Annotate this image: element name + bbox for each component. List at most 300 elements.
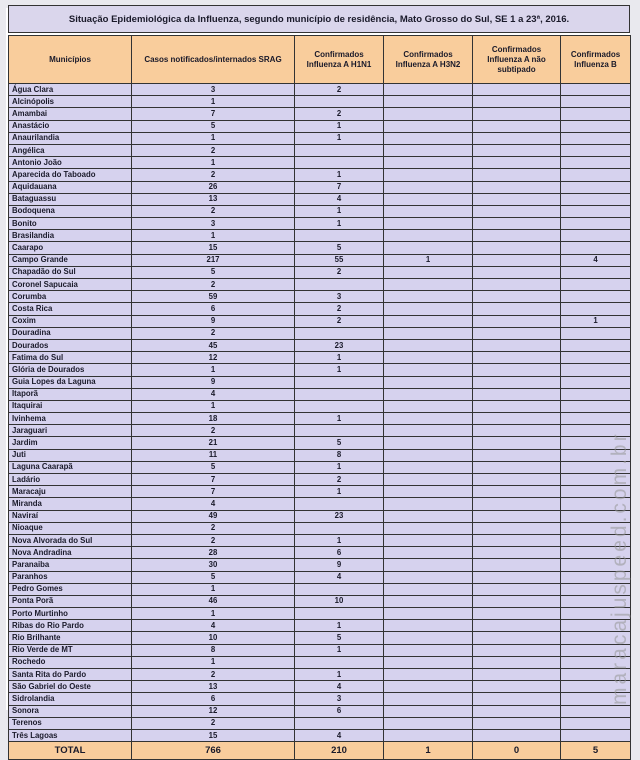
h1n1-cell <box>295 425 384 437</box>
nao-subtipado-cell <box>473 96 561 108</box>
table-row <box>9 425 631 437</box>
influenza-b-cell <box>561 230 631 242</box>
casos-cell: 15 <box>132 242 295 254</box>
casos-cell: 217 <box>132 254 295 266</box>
h3n2-cell <box>384 364 473 376</box>
casos-cell: 5 <box>132 266 295 278</box>
municipio-cell: Sidrolandia <box>9 693 132 705</box>
casos-cell: 21 <box>132 437 295 449</box>
table-row <box>9 449 631 461</box>
influenza-b-cell <box>561 279 631 291</box>
nao-subtipado-cell <box>473 327 561 339</box>
h3n2-cell <box>384 437 473 449</box>
nao-subtipado-cell <box>473 388 561 400</box>
casos-cell: 2 <box>132 144 295 156</box>
casos-cell: 10 <box>132 632 295 644</box>
h3n2-cell <box>384 388 473 400</box>
municipio-cell: Chapadão do Sul <box>9 266 132 278</box>
h3n2-cell <box>384 266 473 278</box>
table-row <box>9 96 631 108</box>
h3n2-cell <box>384 559 473 571</box>
table-row <box>9 327 631 339</box>
h1n1-cell: 4 <box>295 681 384 693</box>
municipio-cell: Nioaque <box>9 522 132 534</box>
casos-cell: 2 <box>132 669 295 681</box>
municipio-cell: Ladário <box>9 474 132 486</box>
nao-subtipado-cell <box>473 656 561 668</box>
nao-subtipado-cell <box>473 717 561 729</box>
nao-subtipado-cell <box>473 693 561 705</box>
table-row <box>9 108 631 120</box>
h1n1-cell <box>295 376 384 388</box>
influenza-b-cell <box>561 205 631 217</box>
nao-subtipado-cell <box>473 632 561 644</box>
h1n1-cell: 2 <box>295 266 384 278</box>
table-row <box>9 157 631 169</box>
h1n1-cell: 5 <box>295 632 384 644</box>
municipio-cell: Anaurilandia <box>9 132 132 144</box>
h1n1-cell: 2 <box>295 84 384 96</box>
h1n1-cell <box>295 656 384 668</box>
casos-cell: 15 <box>132 729 295 741</box>
h1n1-cell: 5 <box>295 242 384 254</box>
casos-cell: 9 <box>132 315 295 327</box>
influenza-b-cell <box>561 218 631 230</box>
casos-cell: 1 <box>132 608 295 620</box>
nao-subtipado-cell <box>473 571 561 583</box>
influenza-b-cell <box>561 120 631 132</box>
nao-subtipado-cell <box>473 534 561 546</box>
h3n2-cell <box>384 583 473 595</box>
casos-cell: 7 <box>132 486 295 498</box>
table-row <box>9 315 631 327</box>
nao-subtipado-cell <box>473 169 561 181</box>
municipio-cell: Nova Andradina <box>9 547 132 559</box>
nao-subtipado-cell <box>473 510 561 522</box>
influenza-b-cell <box>561 364 631 376</box>
table-row <box>9 303 631 315</box>
table-row <box>9 291 631 303</box>
h1n1-cell: 1 <box>295 218 384 230</box>
nao-subtipado-cell <box>473 608 561 620</box>
h1n1-cell: 9 <box>295 559 384 571</box>
h1n1-cell <box>295 96 384 108</box>
casos-cell: 13 <box>132 681 295 693</box>
h3n2-cell <box>384 120 473 132</box>
table-row <box>9 84 631 96</box>
nao-subtipado-cell <box>473 400 561 412</box>
casos-cell: 5 <box>132 571 295 583</box>
municipio-cell: Rochedo <box>9 656 132 668</box>
municipio-cell: Miranda <box>9 498 132 510</box>
nao-subtipado-cell <box>473 729 561 741</box>
table-row <box>9 400 631 412</box>
nao-subtipado-cell <box>473 291 561 303</box>
table-row <box>9 547 631 559</box>
table-row <box>9 352 631 364</box>
h3n2-cell <box>384 644 473 656</box>
header-municipios: Municípios <box>9 36 132 84</box>
municipio-cell: Ponta Porã <box>9 595 132 607</box>
municipio-cell: Juti <box>9 449 132 461</box>
municipio-cell: Água Clara <box>9 84 132 96</box>
influenza-b-cell <box>561 108 631 120</box>
total-h3n2-cell: 1 <box>384 742 473 760</box>
h3n2-cell <box>384 498 473 510</box>
municipio-cell: Campo Grande <box>9 254 132 266</box>
h1n1-cell: 1 <box>295 620 384 632</box>
table-row <box>9 376 631 388</box>
nao-subtipado-cell <box>473 498 561 510</box>
h1n1-cell <box>295 608 384 620</box>
table-row <box>9 644 631 656</box>
casos-cell: 2 <box>132 169 295 181</box>
municipio-cell: Maracaju <box>9 486 132 498</box>
influenza-b-cell <box>561 729 631 741</box>
table-row <box>9 279 631 291</box>
nao-subtipado-cell <box>473 339 561 351</box>
h1n1-cell: 55 <box>295 254 384 266</box>
table-row <box>9 230 631 242</box>
h3n2-cell <box>384 656 473 668</box>
h3n2-cell <box>384 303 473 315</box>
table-row <box>9 461 631 473</box>
header-row <box>9 36 631 84</box>
h3n2-cell <box>384 96 473 108</box>
nao-subtipado-cell <box>473 681 561 693</box>
nao-subtipado-cell <box>473 474 561 486</box>
h1n1-cell: 2 <box>295 303 384 315</box>
table-row <box>9 571 631 583</box>
influenza-b-cell <box>561 327 631 339</box>
nao-subtipado-cell <box>473 132 561 144</box>
h3n2-cell <box>384 510 473 522</box>
h1n1-cell: 1 <box>295 364 384 376</box>
h3n2-cell <box>384 486 473 498</box>
table-row <box>9 413 631 425</box>
municipio-cell: Angélica <box>9 144 132 156</box>
table-row <box>9 181 631 193</box>
influenza-b-cell <box>561 144 631 156</box>
h1n1-cell: 8 <box>295 449 384 461</box>
municipio-cell: Santa Rita do Pardo <box>9 669 132 681</box>
influenza-b-cell <box>561 242 631 254</box>
casos-cell: 1 <box>132 96 295 108</box>
h3n2-cell <box>384 620 473 632</box>
table-row <box>9 193 631 205</box>
casos-cell: 4 <box>132 498 295 510</box>
municipio-cell: Nova Alvorada do Sul <box>9 534 132 546</box>
influenza-b-cell <box>561 169 631 181</box>
h1n1-cell: 2 <box>295 315 384 327</box>
h1n1-cell: 1 <box>295 120 384 132</box>
h3n2-cell <box>384 352 473 364</box>
h3n2-cell <box>384 400 473 412</box>
table-row <box>9 218 631 230</box>
h3n2-cell <box>384 425 473 437</box>
casos-cell: 1 <box>132 583 295 595</box>
municipio-cell: Glória de Dourados <box>9 364 132 376</box>
casos-cell: 4 <box>132 388 295 400</box>
nao-subtipado-cell <box>473 352 561 364</box>
h3n2-cell <box>384 339 473 351</box>
h1n1-cell: 6 <box>295 547 384 559</box>
h3n2-cell <box>384 534 473 546</box>
total-h1n1-cell: 210 <box>295 742 384 760</box>
h1n1-cell <box>295 717 384 729</box>
nao-subtipado-cell <box>473 461 561 473</box>
municipio-cell: Amambai <box>9 108 132 120</box>
municipio-cell: Porto Murtinho <box>9 608 132 620</box>
h3n2-cell <box>384 327 473 339</box>
influenza-b-cell <box>561 193 631 205</box>
influenza-b-cell <box>561 388 631 400</box>
h1n1-cell: 3 <box>295 291 384 303</box>
h1n1-cell: 23 <box>295 510 384 522</box>
table-row <box>9 510 631 522</box>
influenza-b-cell <box>561 132 631 144</box>
casos-cell: 11 <box>132 449 295 461</box>
h3n2-cell <box>384 169 473 181</box>
total-influenza-b-cell: 5 <box>561 742 631 760</box>
table-title: Situação Epidemiológica da Influenza, segundo município de residência, Mato Grosso do Sul, SE 1 a 23ª, 2016. <box>8 5 630 33</box>
nao-subtipado-cell <box>473 315 561 327</box>
header-nao-subtipado: Confirmados Influenza A não subtipado <box>473 36 561 84</box>
table-row <box>9 169 631 181</box>
nao-subtipado-cell <box>473 254 561 266</box>
h3n2-cell <box>384 474 473 486</box>
municipio-cell: Paranhos <box>9 571 132 583</box>
casos-cell: 8 <box>132 644 295 656</box>
h3n2-cell <box>384 693 473 705</box>
total-municipio-cell: TOTAL <box>9 742 132 760</box>
casos-cell: 1 <box>132 364 295 376</box>
casos-cell: 45 <box>132 339 295 351</box>
h3n2-cell <box>384 84 473 96</box>
influenza-b-cell <box>561 339 631 351</box>
table-row <box>9 339 631 351</box>
nao-subtipado-cell <box>473 84 561 96</box>
influenza-b-cell <box>561 84 631 96</box>
h1n1-cell <box>295 279 384 291</box>
municipio-cell: Coxim <box>9 315 132 327</box>
municipio-cell: Jaraguari <box>9 425 132 437</box>
header-casos-notificados: Casos notificados/internados SRAG <box>132 36 295 84</box>
casos-cell: 28 <box>132 547 295 559</box>
nao-subtipado-cell <box>473 559 561 571</box>
h3n2-cell <box>384 461 473 473</box>
nao-subtipado-cell <box>473 279 561 291</box>
influenza-b-cell <box>561 376 631 388</box>
h3n2-cell <box>384 717 473 729</box>
nao-subtipado-cell <box>473 181 561 193</box>
nao-subtipado-cell <box>473 266 561 278</box>
municipio-cell: Anastácio <box>9 120 132 132</box>
h1n1-cell: 1 <box>295 644 384 656</box>
h3n2-cell <box>384 376 473 388</box>
municipio-cell: Sonora <box>9 705 132 717</box>
total-row <box>9 742 631 760</box>
influenza-b-cell <box>561 413 631 425</box>
municipio-cell: Ivinhema <box>9 413 132 425</box>
nao-subtipado-cell <box>473 376 561 388</box>
casos-cell: 26 <box>132 181 295 193</box>
municipio-cell: Naviraí <box>9 510 132 522</box>
casos-cell: 1 <box>132 400 295 412</box>
casos-cell: 12 <box>132 705 295 717</box>
nao-subtipado-cell <box>473 644 561 656</box>
nao-subtipado-cell <box>473 364 561 376</box>
municipio-cell: Aparecida do Taboado <box>9 169 132 181</box>
influenza-b-cell <box>561 717 631 729</box>
influenza-b-cell <box>561 303 631 315</box>
nao-subtipado-cell <box>473 583 561 595</box>
h3n2-cell <box>384 595 473 607</box>
table-row <box>9 205 631 217</box>
influenza-b-cell <box>561 400 631 412</box>
casos-cell: 4 <box>132 620 295 632</box>
municipio-cell: Brasilandia <box>9 230 132 242</box>
casos-cell: 6 <box>132 303 295 315</box>
municipio-cell: Antonio João <box>9 157 132 169</box>
influenza-b-cell <box>561 705 631 717</box>
h3n2-cell <box>384 522 473 534</box>
casos-cell: 1 <box>132 656 295 668</box>
h1n1-cell <box>295 583 384 595</box>
casos-cell: 13 <box>132 193 295 205</box>
influenza-table <box>8 35 631 760</box>
casos-cell: 2 <box>132 534 295 546</box>
h1n1-cell <box>295 400 384 412</box>
h3n2-cell: 1 <box>384 254 473 266</box>
h1n1-cell: 1 <box>295 534 384 546</box>
h1n1-cell: 2 <box>295 474 384 486</box>
casos-cell: 7 <box>132 108 295 120</box>
h1n1-cell: 1 <box>295 169 384 181</box>
table-row <box>9 608 631 620</box>
table-row <box>9 656 631 668</box>
h3n2-cell <box>384 291 473 303</box>
casos-cell: 30 <box>132 559 295 571</box>
municipio-cell: Rio Verde de MT <box>9 644 132 656</box>
municipio-cell: Laguna Caarapã <box>9 461 132 473</box>
table-row <box>9 498 631 510</box>
influenza-b-cell: 1 <box>561 315 631 327</box>
municipio-cell: Ribas do Rio Pardo <box>9 620 132 632</box>
h3n2-cell <box>384 681 473 693</box>
h3n2-cell <box>384 547 473 559</box>
influenza-b-cell <box>561 96 631 108</box>
municipio-cell: Coronel Sapucaia <box>9 279 132 291</box>
h1n1-cell: 3 <box>295 693 384 705</box>
table-row <box>9 132 631 144</box>
total-nao-subtipado-cell: 0 <box>473 742 561 760</box>
casos-cell: 7 <box>132 474 295 486</box>
table-row <box>9 681 631 693</box>
casos-cell: 2 <box>132 279 295 291</box>
nao-subtipado-cell <box>473 218 561 230</box>
h3n2-cell <box>384 157 473 169</box>
h1n1-cell: 1 <box>295 205 384 217</box>
nao-subtipado-cell <box>473 425 561 437</box>
casos-cell: 3 <box>132 84 295 96</box>
h1n1-cell: 6 <box>295 705 384 717</box>
casos-cell: 49 <box>132 510 295 522</box>
table-row <box>9 522 631 534</box>
h1n1-cell: 1 <box>295 413 384 425</box>
table-row <box>9 632 631 644</box>
nao-subtipado-cell <box>473 486 561 498</box>
table-row <box>9 486 631 498</box>
municipio-cell: Alcinópolis <box>9 96 132 108</box>
table-row <box>9 620 631 632</box>
influenza-b-cell <box>561 352 631 364</box>
total-casos-cell: 766 <box>132 742 295 760</box>
h1n1-cell: 10 <box>295 595 384 607</box>
municipio-cell: Douradina <box>9 327 132 339</box>
h3n2-cell <box>384 571 473 583</box>
watermark-text: maracajuspeed.com.br <box>608 431 631 705</box>
casos-cell: 59 <box>132 291 295 303</box>
table-row <box>9 717 631 729</box>
table-row <box>9 559 631 571</box>
h1n1-cell: 5 <box>295 437 384 449</box>
h1n1-cell: 1 <box>295 486 384 498</box>
nao-subtipado-cell <box>473 108 561 120</box>
h1n1-cell: 4 <box>295 729 384 741</box>
nao-subtipado-cell <box>473 437 561 449</box>
municipio-cell: Rio Brilhante <box>9 632 132 644</box>
casos-cell: 12 <box>132 352 295 364</box>
h3n2-cell <box>384 108 473 120</box>
h3n2-cell <box>384 230 473 242</box>
influenza-b-cell <box>561 291 631 303</box>
h3n2-cell <box>384 608 473 620</box>
h1n1-cell: 4 <box>295 193 384 205</box>
h3n2-cell <box>384 315 473 327</box>
table-row <box>9 254 631 266</box>
nao-subtipado-cell <box>473 205 561 217</box>
table-row <box>9 729 631 741</box>
nao-subtipado-cell <box>473 595 561 607</box>
h3n2-cell <box>384 279 473 291</box>
municipio-cell: Bonito <box>9 218 132 230</box>
casos-cell: 2 <box>132 522 295 534</box>
casos-cell: 1 <box>132 157 295 169</box>
nao-subtipado-cell <box>473 303 561 315</box>
casos-cell: 46 <box>132 595 295 607</box>
casos-cell: 1 <box>132 132 295 144</box>
table-row <box>9 144 631 156</box>
h1n1-cell: 1 <box>295 669 384 681</box>
municipio-cell: Itaquirai <box>9 400 132 412</box>
municipio-cell: Dourados <box>9 339 132 351</box>
h3n2-cell <box>384 632 473 644</box>
nao-subtipado-cell <box>473 547 561 559</box>
nao-subtipado-cell <box>473 449 561 461</box>
h1n1-cell: 7 <box>295 181 384 193</box>
municipio-cell: Terenos <box>9 717 132 729</box>
h1n1-cell: 2 <box>295 108 384 120</box>
casos-cell: 2 <box>132 717 295 729</box>
municipio-cell: Jardim <box>9 437 132 449</box>
h3n2-cell <box>384 705 473 717</box>
table-row <box>9 669 631 681</box>
municipio-cell: Fatima do Sul <box>9 352 132 364</box>
h1n1-cell <box>295 522 384 534</box>
casos-cell: 5 <box>132 120 295 132</box>
casos-cell: 3 <box>132 218 295 230</box>
